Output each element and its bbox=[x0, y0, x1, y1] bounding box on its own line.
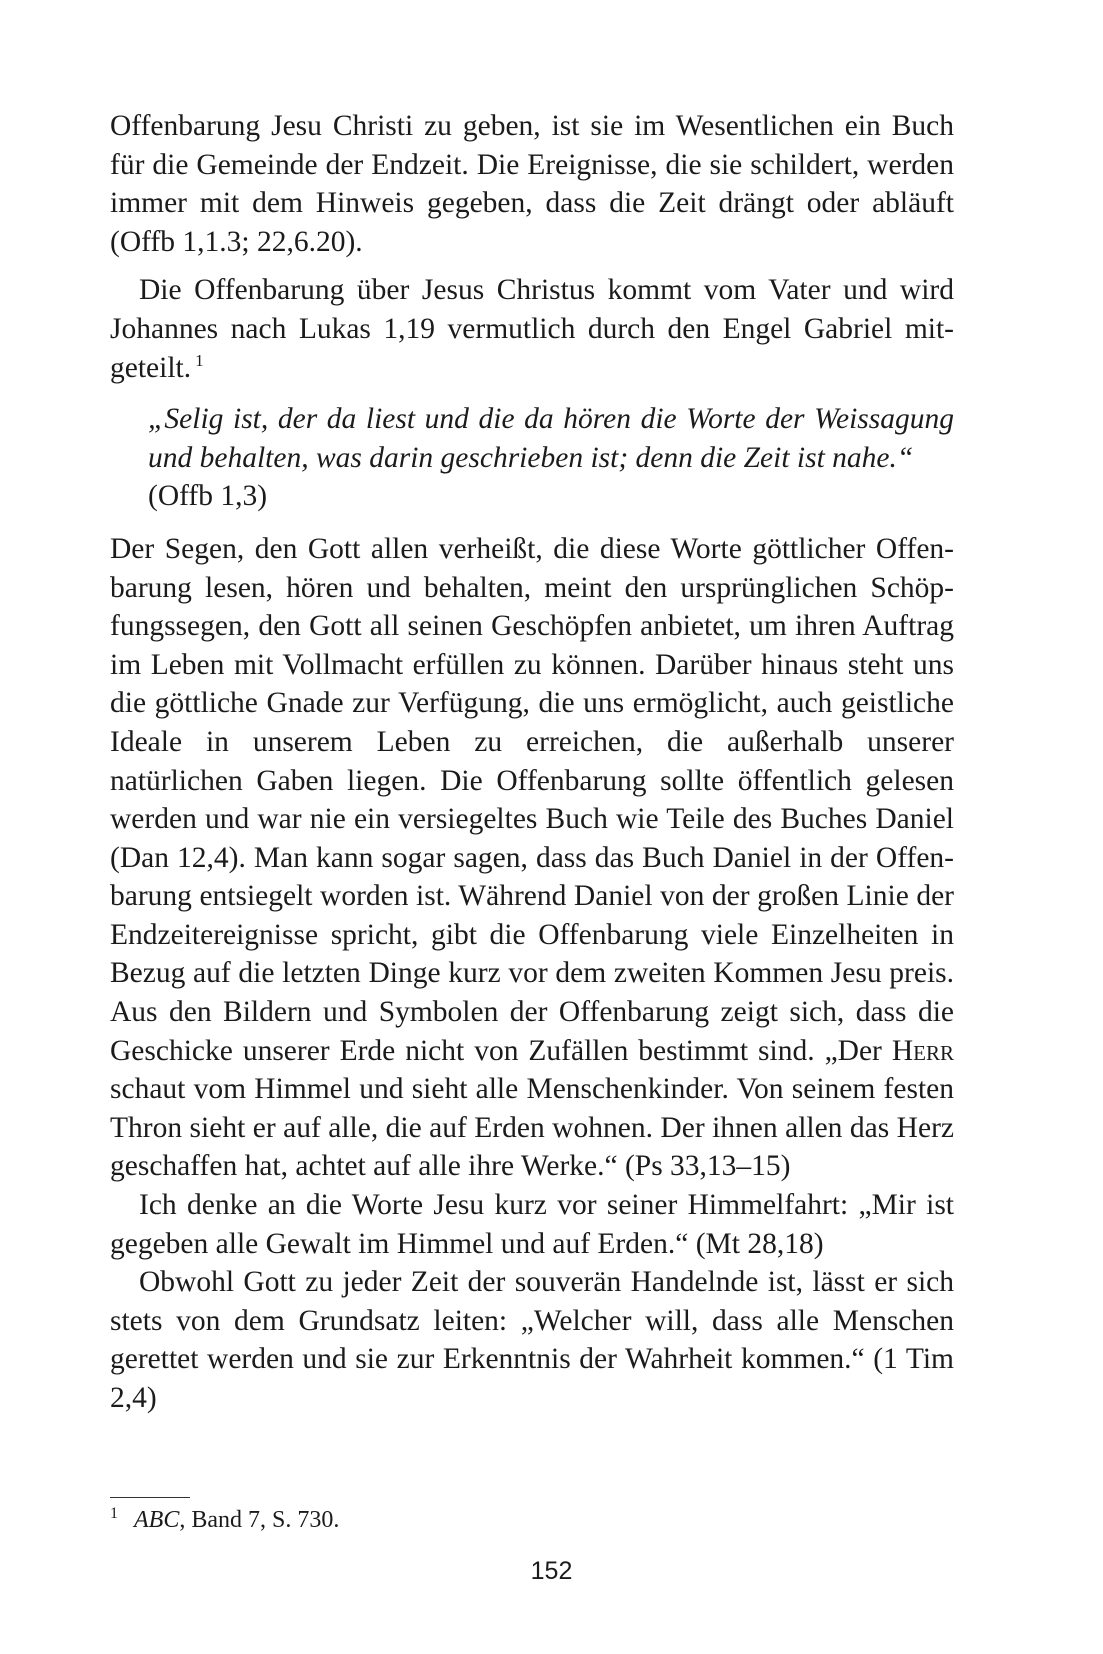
footnote-marker[interactable]: 1 bbox=[195, 350, 204, 370]
page-number: 152 bbox=[530, 1557, 573, 1585]
paragraph bbox=[110, 271, 954, 387]
bible-quote bbox=[148, 400, 954, 516]
body-text bbox=[110, 107, 954, 1418]
paragraph-text: Der Segen, den Gott allen verheißt, die diese Worte göttlicher Offenbarung lesen, hören und behalten, meint den ursprünglichen Schöpfungssegen, den Gott all seinen Geschöpfen anbietet, um ihren Auftrag im Leben mit Vollmacht erfüllen zu können. Darüber hinaus steht uns die göttliche Gnade zur Verfügung, die uns ermöglicht, auch geistliche Ideale in unserem Leben zu erreichen, die außerhalb unserer natürlichen Gaben liegen. Die Offenbarung sollte öffentlich gelesen werden und war nie ein versiegeltes Buch wie Teile des Buches Daniel (Dan 12,4). Man kann sogar sagen, dass das Buch Daniel in der Offenbarung entsiegelt worden ist. Während Daniel von der großen Linie der Endzeitereignisse spricht, gibt die Offenbarung viele Einzelheiten in Bezug auf die letzten Dinge kurz vor dem zweiten Kommen Jesu preis. Aus den Bildern und Symbolen der Offenbarung zeigt sich, dass die Geschicke unserer Erde nicht von Zufällen bestimmt sind. „Der bbox=[110, 532, 954, 1067]
footnote bbox=[110, 1505, 339, 1535]
paragraph bbox=[110, 530, 954, 1186]
paragraph-text: schaut vom Himmel und sieht alle Menschenkinder. Von seinem festen Thron sieht er auf alle, die auf Erden wohnen. Der ihnen allen das Herz geschaffen hat, achtet auf alle ihre Werke.“ (Ps 33,13–15) bbox=[110, 1073, 954, 1183]
quote-reference: (Offb 1,3) bbox=[148, 480, 268, 513]
quote-text: „Selig ist, der da liest und die da hören die Worte der Weissagung und behalten, was darin geschrieben ist; denn die Zeit ist nahe.“ bbox=[148, 403, 954, 474]
lord-small-caps: Herr bbox=[891, 1034, 955, 1067]
paragraph-text: Die Offenbarung über Jesus Christus kommt vom Vater und wird Johannes nach Lukas 1,19 vermutlich durch den Engel Gabriel mitgeteilt. bbox=[110, 274, 954, 384]
footnote-number: 1 bbox=[110, 1505, 118, 1522]
footnote-divider bbox=[110, 1497, 190, 1498]
paragraph: Obwohl Gott zu jeder Zeit der souverän Handelnde ist, lässt er sich stets von dem Grundsatz leiten: „Welcher will, dass alle Menschen gerettet werden und sie zur Erkenntnis der Wahrheit kommen.“ (1 Tim 2,4) bbox=[110, 1266, 954, 1414]
footnote-source: ABC bbox=[134, 1507, 180, 1533]
paragraph: Ich denke an die Worte Jesu kurz vor seiner Himmelfahrt: „Mir ist gegeben alle Gewalt im Himmel und auf Erden.“ (Mt 28,18) bbox=[110, 1189, 954, 1260]
paragraph: Offenbarung Jesu Christi zu geben, ist sie im Wesentlichen ein Buch für die Gemeinde der Endzeit. Die Ereignisse, die sie schildert, werden immer mit dem Hinweis gegeben, dass die Zeit drängt oder abläuft (Offb 1,1.3; 22,6.20). bbox=[110, 110, 954, 258]
footnote-text: , Band 7, S. 730. bbox=[179, 1507, 340, 1533]
